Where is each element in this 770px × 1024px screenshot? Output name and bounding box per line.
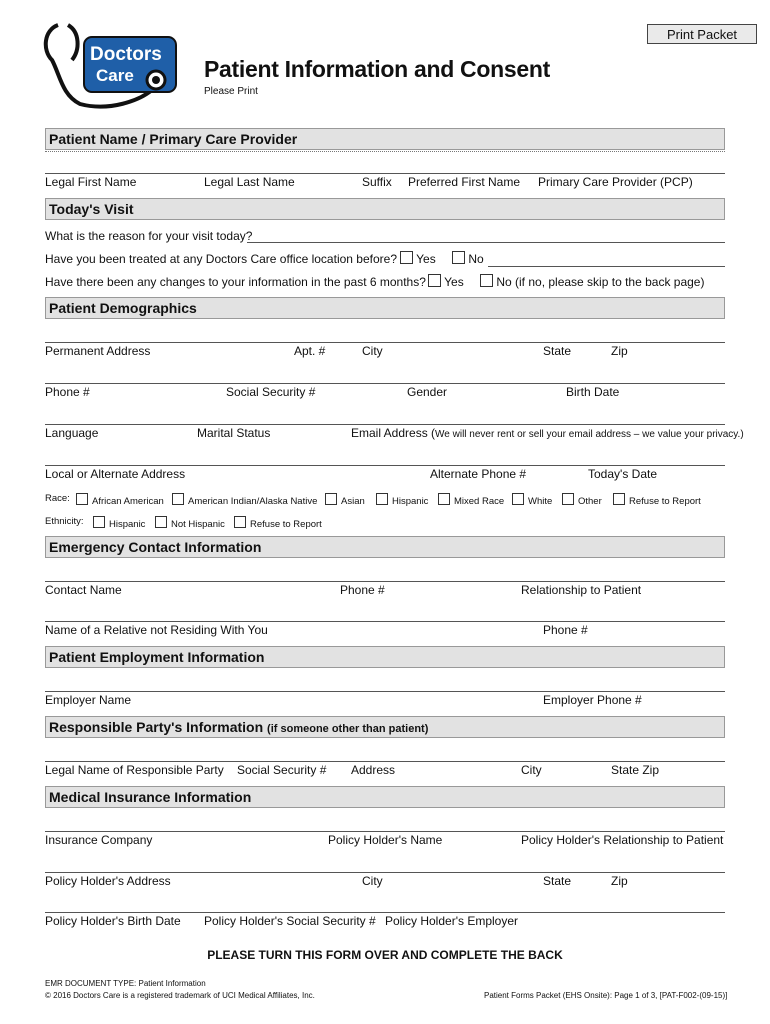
option-label: Refuse to Report <box>250 519 322 530</box>
permanent-address-label: Permanent Address <box>45 344 151 358</box>
responsible-input-line[interactable] <box>45 761 725 762</box>
visit-reason-question: What is the reason for your visit today? <box>45 229 253 243</box>
preferred-first-name-label: Preferred First Name <box>408 175 521 189</box>
checkbox[interactable] <box>480 274 493 287</box>
language-label: Language <box>45 426 99 440</box>
checkbox[interactable] <box>400 251 413 264</box>
holder-relationship-label: Policy Holder's Relationship to Patient <box>521 833 724 847</box>
treated-no-option[interactable] <box>452 251 484 266</box>
checkbox[interactable] <box>438 493 450 505</box>
race-option[interactable] <box>76 493 164 507</box>
email-label-text: Email Address ( <box>351 426 436 440</box>
logo-text-doctors: Doctors <box>90 44 162 65</box>
ethnicity-option[interactable] <box>93 516 145 530</box>
option-label: Asian <box>341 496 365 507</box>
section-patient-name <box>45 128 725 150</box>
logo-text-care: Care <box>96 66 134 85</box>
local-address-input-line[interactable] <box>45 465 725 466</box>
checkbox[interactable] <box>76 493 88 505</box>
page-title: Patient Information and Consent <box>204 56 550 82</box>
section-title: Emergency Contact Information <box>49 539 262 555</box>
race-option[interactable] <box>512 493 552 507</box>
section-title: Patient Demographics <box>49 300 197 316</box>
treated-yes-option[interactable] <box>400 251 436 266</box>
contact-name-label: Contact Name <box>45 583 122 597</box>
ssn-label: Social Security # <box>226 385 316 399</box>
alt-phone-label: Alternate Phone # <box>430 467 527 481</box>
checkbox[interactable] <box>155 516 167 528</box>
option-label: African American <box>92 496 164 507</box>
section-demographics <box>45 297 725 319</box>
divider <box>45 151 725 152</box>
option-label: No (if no, please skip to the back page) <box>496 275 705 289</box>
insurance-input-line[interactable] <box>45 831 725 832</box>
legal-first-name-label: Legal First Name <box>45 175 137 189</box>
suffix-label: Suffix <box>362 175 392 189</box>
phone-label: Phone # <box>45 385 90 399</box>
changes-no-option[interactable] <box>480 274 704 289</box>
race-option[interactable] <box>172 493 317 507</box>
section-todays-visit <box>45 198 725 220</box>
section-title: Patient Name / Primary Care Provider <box>49 131 298 147</box>
holder-ssn-label: Policy Holder's Social Security # <box>204 914 376 928</box>
checkbox[interactable] <box>428 274 441 287</box>
ethnicity-option[interactable] <box>234 516 322 530</box>
holder-city-label: City <box>362 874 383 888</box>
holder-address-input-line[interactable] <box>45 872 725 873</box>
pcp-label: Primary Care Provider (PCP) <box>538 175 693 189</box>
doctors-care-logo <box>40 20 180 112</box>
visit-reason-input[interactable] <box>247 242 725 243</box>
insurance-company-label: Insurance Company <box>45 833 153 847</box>
option-label: Not Hispanic <box>171 519 225 530</box>
option-label: Yes <box>416 252 436 266</box>
option-label: White <box>528 496 553 507</box>
copyright: © 2016 Doctors Care is a registered trademark of UCI Medical Affiliates, Inc. <box>45 991 315 1000</box>
option-label: No <box>468 252 484 266</box>
checkbox[interactable] <box>452 251 465 264</box>
option-label: Yes <box>444 275 464 289</box>
holder-name-label: Policy Holder's Name <box>328 833 443 847</box>
employer-input-line[interactable] <box>45 691 725 692</box>
marital-status-label: Marital Status <box>197 426 271 440</box>
checkbox[interactable] <box>93 516 105 528</box>
changes-yes-option[interactable] <box>428 274 464 289</box>
option-label: Mixed Race <box>454 496 505 507</box>
print-packet-button[interactable]: Print Packet <box>647 24 757 44</box>
ethnicity-label: Ethnicity: <box>45 516 84 527</box>
checkbox[interactable] <box>376 493 388 505</box>
apt-label: Apt. # <box>294 344 326 358</box>
doc-type: EMR DOCUMENT TYPE: Patient Information <box>45 979 206 988</box>
checkbox[interactable] <box>512 493 524 505</box>
state-label: State <box>543 344 572 358</box>
page-subtitle: Please Print <box>204 86 258 97</box>
section-note: (if someone other than patient) <box>267 723 429 735</box>
checkbox[interactable] <box>234 516 246 528</box>
checkbox[interactable] <box>613 493 625 505</box>
relative-name-label: Name of a Relative not Residing With You <box>45 623 268 637</box>
option-label: American Indian/Alaska Native <box>188 496 318 507</box>
phone-input-line[interactable] <box>45 383 725 384</box>
birth-date-label: Birth Date <box>566 385 620 399</box>
todays-date-label: Today's Date <box>588 467 657 481</box>
relative-input-line[interactable] <box>45 621 725 622</box>
option-label: Hispanic <box>392 496 429 507</box>
changes-question: Have there been any changes to your information in the past 6 months? <box>45 275 426 289</box>
section-employment <box>45 646 725 668</box>
section-title: Today's Visit <box>49 201 134 217</box>
race-option[interactable] <box>376 493 428 507</box>
race-option[interactable] <box>325 493 365 507</box>
contact-input-line[interactable] <box>45 581 725 582</box>
employer-phone-label: Employer Phone # <box>543 693 642 707</box>
responsible-ssn-label: Social Security # <box>237 763 327 777</box>
legal-last-name-label: Legal Last Name <box>204 175 295 189</box>
zip-label: Zip <box>611 344 628 358</box>
holder-state-label: State <box>543 874 572 888</box>
race-option[interactable] <box>613 493 701 507</box>
holder-birth-date-label: Policy Holder's Birth Date <box>45 914 181 928</box>
responsible-name-label: Legal Name of Responsible Party <box>45 763 224 777</box>
employer-name-label: Employer Name <box>45 693 132 707</box>
section-responsible-party <box>45 716 725 738</box>
section-emergency <box>45 536 725 558</box>
holder-birth-input-line[interactable] <box>45 912 725 913</box>
section-title: Medical Insurance Information <box>49 789 252 805</box>
race-option[interactable] <box>562 493 602 507</box>
holder-zip-label: Zip <box>611 874 628 888</box>
checkbox[interactable] <box>325 493 337 505</box>
holder-employer-label: Policy Holder's Employer <box>385 914 519 928</box>
race-label: Race: <box>45 493 70 504</box>
ethnicity-option[interactable] <box>155 516 225 530</box>
treated-input-line <box>488 266 725 267</box>
gender-label: Gender <box>407 385 448 399</box>
local-address-label: Local or Alternate Address <box>45 467 186 481</box>
email-label <box>351 426 744 440</box>
section-title: Patient Employment Information <box>49 649 265 665</box>
city-label: City <box>362 344 383 358</box>
responsible-address-label: Address <box>351 763 396 777</box>
relative-phone-label: Phone # <box>543 623 588 637</box>
race-option[interactable] <box>438 493 504 507</box>
turn-over-notice: PLEASE TURN THIS FORM OVER AND COMPLETE THE BACK <box>207 948 563 962</box>
page-info: Patient Forms Packet (EHS Onsite): Page 1 of 3, [PAT-F002-(09-15)] <box>484 991 728 1000</box>
patient-name-input-line[interactable] <box>45 173 725 174</box>
option-label: Hispanic <box>109 519 146 530</box>
responsible-city-label: City <box>521 763 542 777</box>
checkbox[interactable] <box>172 493 184 505</box>
section-title <box>49 719 428 735</box>
relationship-label: Relationship to Patient <box>521 583 642 597</box>
section-title-text: Responsible Party's Information <box>49 719 264 735</box>
treated-before-question: Have you been treated at any Doctors Care office location before? <box>45 252 397 266</box>
holder-address-label: Policy Holder's Address <box>45 874 171 888</box>
option-label: Other <box>578 496 602 507</box>
language-input-line[interactable] <box>45 424 725 425</box>
contact-phone-label: Phone # <box>340 583 385 597</box>
checkbox[interactable] <box>562 493 574 505</box>
option-label: Refuse to Report <box>629 496 701 507</box>
section-insurance <box>45 786 725 808</box>
email-privacy-note: We will never rent or sell your email address – we value your privacy.) <box>435 429 744 440</box>
address-input-line[interactable] <box>45 342 725 343</box>
responsible-state-zip-label: State Zip <box>611 763 660 777</box>
